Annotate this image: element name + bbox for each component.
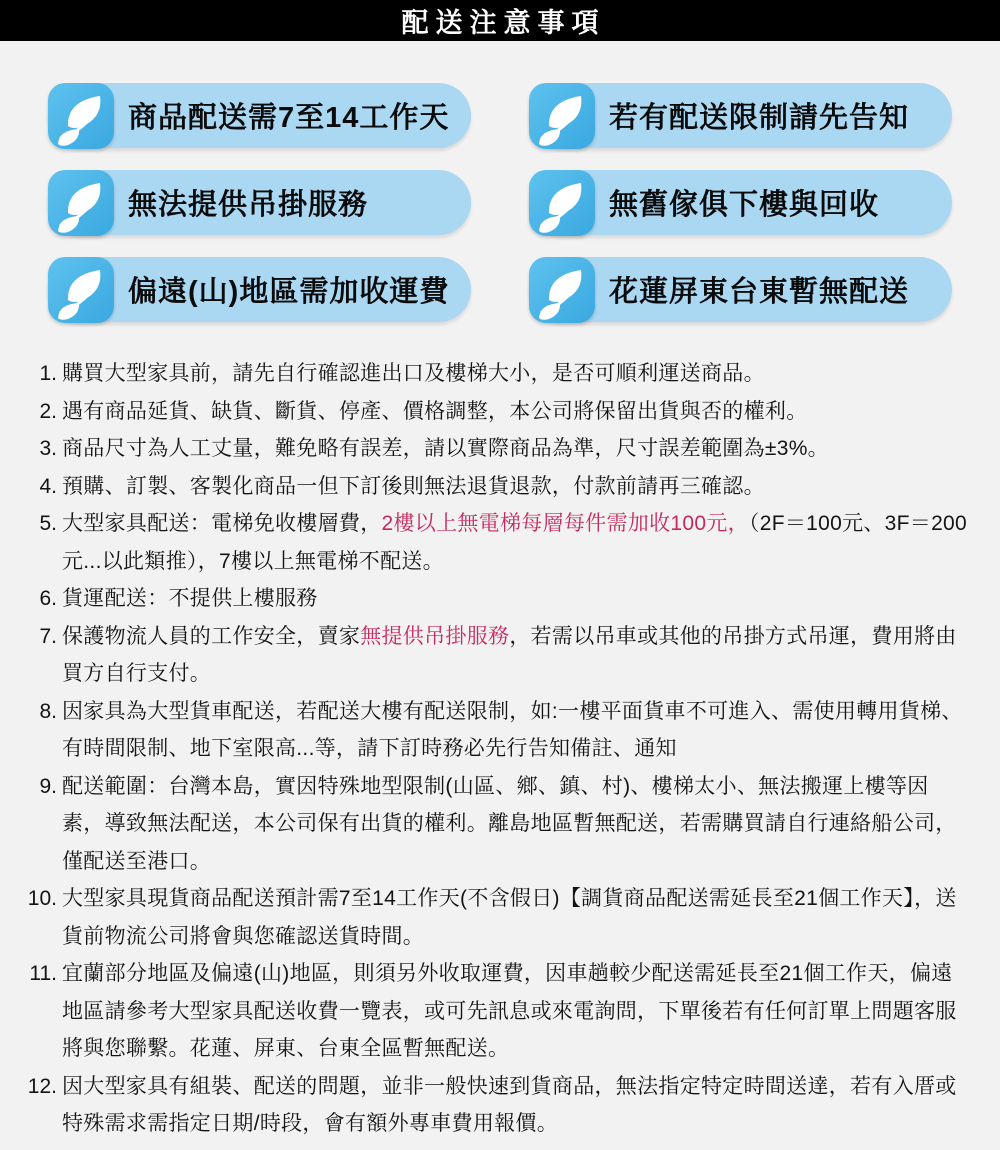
badge-grid xyxy=(48,83,952,322)
note-item xyxy=(0,505,970,580)
note-segment: ，若需以吊車或其他的吊掛方式吊運，費用將由買方自行支付。 xyxy=(62,624,957,685)
note-text xyxy=(62,618,970,693)
badge-label: 花蓮屏東台東暫無配送 xyxy=(609,276,910,308)
note-item xyxy=(0,355,970,393)
note-number: 11. xyxy=(29,962,57,985)
note-text xyxy=(62,1068,970,1143)
badge-restriction-notice xyxy=(529,83,952,148)
note-segment: 配送範圍：台灣本島，實因特殊地型限制(山區、鄉、鎮、村)、樓梯太小、無法搬運上樓等因素，導致無法配送，本公司保有出貨的權利。離島地區暫無配送，若需購買請自行連絡船公司，僅配送至港口。 xyxy=(62,774,957,873)
badge-label: 商品配送需7至14工作天 xyxy=(128,102,450,134)
leaf-icon xyxy=(48,170,114,236)
badge-no-delivery-areas xyxy=(529,257,952,322)
note-text xyxy=(62,580,970,618)
badge-remote-fee xyxy=(48,257,471,322)
note-text xyxy=(62,393,970,431)
note-segment: 貨運配送：不提供上樓服務 xyxy=(62,587,318,610)
note-segment: 預購、訂製、客製化商品一但下訂後則無法退貨退款，付款前請再三確認。 xyxy=(62,474,765,498)
note-segment: 大型家具現貨商品配送預計需7至14工作天(不含假日)【調貨商品配送需延長至21個工作天】，送貨前物流公司將會與您確認送貨時間。 xyxy=(62,887,957,948)
leaf-icon xyxy=(48,83,114,149)
note-text xyxy=(62,880,970,955)
badge-no-hoisting xyxy=(48,170,471,235)
badge-label: 偏遠(山)地區需加收運費 xyxy=(128,276,450,308)
note-text xyxy=(62,693,970,768)
page-title: 配送注意事項 xyxy=(401,8,606,38)
note-highlight: 無提供吊掛服務 xyxy=(360,624,510,648)
note-item xyxy=(0,768,970,881)
note-segment: 大型家具配送：電梯免收樓層費， xyxy=(62,512,382,535)
note-item xyxy=(0,468,970,506)
note-segment: 因大型家具有組裝、配送的問題，並非一般快速到貨商品，無法指定特定時間送達，若有入厝或特殊需求需指定日期/時段，會有額外專車費用報價。 xyxy=(62,1074,957,1135)
note-segment: 因家具為大型貨車配送，若配送大樓有配送限制，如:一樓平面貨車不可進入、需使用轉用貨梯、有時間限制、地下室限高...等，請下訂時務必先行告知備註、通知 xyxy=(62,699,963,760)
note-item xyxy=(0,1068,970,1143)
title-bar xyxy=(0,0,1000,41)
note-segment: 保護物流人員的工作安全，賣家 xyxy=(62,624,361,648)
note-number: 7. xyxy=(39,624,57,648)
note-number: 6. xyxy=(39,587,57,610)
badge-label: 無舊傢俱下樓與回收 xyxy=(609,189,880,221)
note-number: 2. xyxy=(39,399,57,423)
note-segment: 遇有商品延貨、缺貨、斷貨、停產、價格調整，本公司將保留出貨與否的權利。 xyxy=(62,399,808,423)
badge-no-old-furniture xyxy=(529,170,952,235)
leaf-icon xyxy=(529,83,595,149)
note-text xyxy=(62,355,970,393)
note-item xyxy=(0,618,970,693)
note-item xyxy=(0,955,970,1068)
note-text xyxy=(62,430,970,468)
note-text xyxy=(62,955,970,1068)
note-number: 1. xyxy=(39,362,57,385)
note-segment: 購買大型家具前，請先自行確認進出口及樓梯大小，是否可順利運送商品。 xyxy=(62,362,765,385)
badge-delivery-time xyxy=(48,83,471,148)
leaf-icon xyxy=(529,257,595,323)
note-text xyxy=(62,505,970,580)
badge-label: 無法提供吊掛服務 xyxy=(128,189,369,221)
note-number: 3. xyxy=(39,437,57,460)
note-segment: 商品尺寸為人工丈量，難免略有誤差，請以實際商品為準，尺寸誤差範圍為±3%。 xyxy=(62,437,829,460)
badge-label: 若有配送限制請先告知 xyxy=(609,102,910,134)
note-text xyxy=(62,768,970,881)
note-number: 9. xyxy=(39,774,57,798)
note-number: 10. xyxy=(27,887,57,910)
note-item xyxy=(0,393,970,431)
note-number: 4. xyxy=(39,474,57,498)
note-number: 8. xyxy=(39,699,57,723)
note-item xyxy=(0,693,970,768)
note-item xyxy=(0,880,970,955)
leaf-icon xyxy=(48,257,114,323)
note-number: 12. xyxy=(27,1074,57,1098)
note-text xyxy=(62,468,970,506)
note-segment: 宜蘭部分地區及偏遠(山)地區，則須另外收取運費，因車趟較少配送需延長至21個工作天，偏遠地區請參考大型家具配送收費一覽表，或可先訊息或來電詢問，下單後若有任何訂單上問題客服將與您聯繫。花蓮、屏東、台東全區暫無配送。 xyxy=(62,962,957,1060)
note-item xyxy=(0,430,970,468)
note-segment: （2F＝100元、3F＝200元...以此類推），7樓以上無電梯不配送。 xyxy=(62,512,968,573)
note-number: 5. xyxy=(39,512,57,535)
leaf-icon xyxy=(529,170,595,236)
notes-list xyxy=(0,355,970,1143)
note-highlight: 2樓以上無電梯每層每件需加收100元， xyxy=(381,512,749,535)
note-item xyxy=(0,580,970,618)
